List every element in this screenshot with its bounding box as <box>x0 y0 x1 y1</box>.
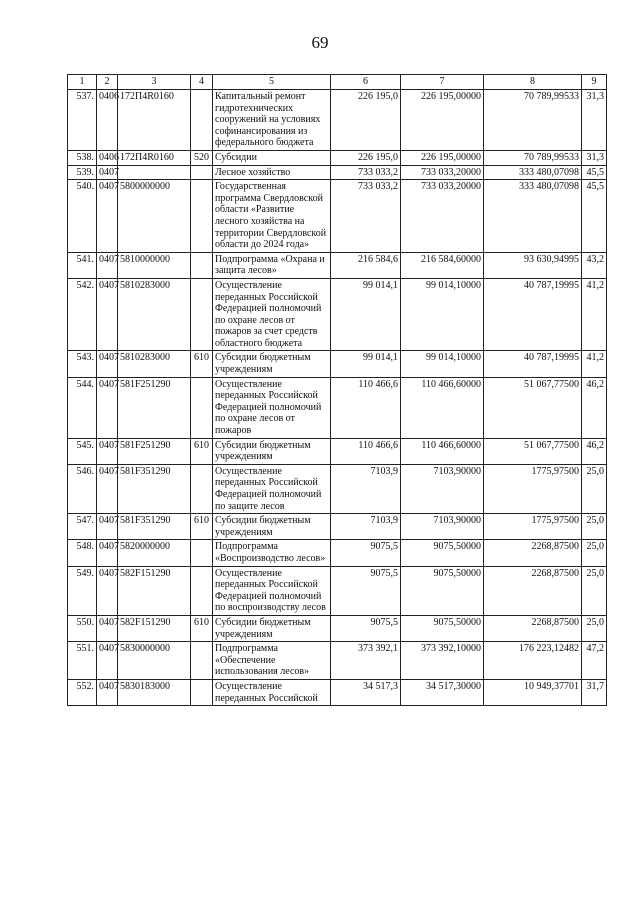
section-code: 0407 <box>97 464 118 513</box>
row-number: 540. <box>68 180 97 253</box>
target-article-code: 5810000000 <box>118 252 191 278</box>
row-number: 541. <box>68 252 97 278</box>
expense-type-code <box>191 180 213 253</box>
planned-amount: 7103,9 <box>331 464 401 513</box>
row-number: 547. <box>68 514 97 540</box>
executed-amount: 333 480,07098 <box>484 165 582 180</box>
table-row <box>68 180 607 253</box>
row-number: 550. <box>68 615 97 641</box>
expense-type-code <box>191 566 213 615</box>
execution-percent: 43,2 <box>582 252 607 278</box>
target-article-code: 5820000000 <box>118 540 191 566</box>
approved-amount: 226 195,00000 <box>401 150 484 165</box>
approved-amount: 733 033,20000 <box>401 165 484 180</box>
target-article-code: 172П4R0160 <box>118 90 191 151</box>
execution-percent: 25,0 <box>582 514 607 540</box>
executed-amount: 176 223,12482 <box>484 642 582 680</box>
target-article-code: 581F251290 <box>118 438 191 464</box>
expense-type-code: 610 <box>191 438 213 464</box>
target-article-code: 581F351290 <box>118 514 191 540</box>
row-number: 545. <box>68 438 97 464</box>
planned-amount: 99 014,1 <box>331 351 401 377</box>
execution-percent: 25,0 <box>582 566 607 615</box>
expense-type-code: 610 <box>191 351 213 377</box>
expense-type-code: 610 <box>191 615 213 641</box>
header-row <box>68 75 607 90</box>
target-article-code: 582F151290 <box>118 615 191 641</box>
item-name: Подпрограмма «Охрана и защита лесов» <box>213 252 331 278</box>
section-code: 0407 <box>97 278 118 351</box>
execution-percent: 41,2 <box>582 351 607 377</box>
executed-amount: 333 480,07098 <box>484 180 582 253</box>
execution-percent: 31,7 <box>582 679 607 705</box>
target-article-code: 5830183000 <box>118 679 191 705</box>
section-code: 0407 <box>97 180 118 253</box>
target-article-code: 172П4R0160 <box>118 150 191 165</box>
expense-type-code <box>191 165 213 180</box>
executed-amount: 70 789,99533 <box>484 90 582 151</box>
target-article-code: 5830000000 <box>118 642 191 680</box>
item-name: Осуществление переданных Российской Федерацией полномочий по охране лесов от пожаров <box>213 377 331 438</box>
executed-amount: 10 949,37701 <box>484 679 582 705</box>
expense-type-code <box>191 252 213 278</box>
expense-type-code <box>191 540 213 566</box>
planned-amount: 110 466,6 <box>331 377 401 438</box>
planned-amount: 34 517,3 <box>331 679 401 705</box>
item-name: Осуществление переданных Российской <box>213 679 331 705</box>
execution-percent: 46,2 <box>582 377 607 438</box>
header-cell: 4 <box>191 75 213 90</box>
table-row <box>68 566 607 615</box>
row-number: 542. <box>68 278 97 351</box>
table-row <box>68 90 607 151</box>
table-row <box>68 679 607 705</box>
approved-amount: 9075,50000 <box>401 566 484 615</box>
header-cell: 5 <box>213 75 331 90</box>
item-name: Капитальный ремонт гидротехнических сооружений на условиях софинансирования из федерального бюджета <box>213 90 331 151</box>
section-code: 0407 <box>97 514 118 540</box>
target-article-code: 5800000000 <box>118 180 191 253</box>
execution-percent: 31,3 <box>582 90 607 151</box>
executed-amount: 40 787,19995 <box>484 278 582 351</box>
header-cell: 2 <box>97 75 118 90</box>
target-article-code <box>118 165 191 180</box>
section-code: 0406 <box>97 150 118 165</box>
approved-amount: 216 584,60000 <box>401 252 484 278</box>
target-article-code: 5810283000 <box>118 351 191 377</box>
section-code: 0407 <box>97 540 118 566</box>
target-article-code: 581F251290 <box>118 377 191 438</box>
approved-amount: 373 392,10000 <box>401 642 484 680</box>
expense-type-code <box>191 377 213 438</box>
planned-amount: 216 584,6 <box>331 252 401 278</box>
execution-percent: 41,2 <box>582 278 607 351</box>
execution-percent: 45,5 <box>582 165 607 180</box>
executed-amount: 1775,97500 <box>484 514 582 540</box>
executed-amount: 2268,87500 <box>484 615 582 641</box>
row-number: 549. <box>68 566 97 615</box>
planned-amount: 733 033,2 <box>331 180 401 253</box>
execution-percent: 25,0 <box>582 464 607 513</box>
execution-percent: 31,3 <box>582 150 607 165</box>
table-row <box>68 165 607 180</box>
executed-amount: 70 789,99533 <box>484 150 582 165</box>
header-cell: 3 <box>118 75 191 90</box>
execution-percent: 25,0 <box>582 540 607 566</box>
execution-percent: 25,0 <box>582 615 607 641</box>
planned-amount: 7103,9 <box>331 514 401 540</box>
item-name: Субсидии бюджетным учреждениям <box>213 351 331 377</box>
section-code: 0407 <box>97 252 118 278</box>
execution-percent: 45,5 <box>582 180 607 253</box>
table-row <box>68 278 607 351</box>
approved-amount: 34 517,30000 <box>401 679 484 705</box>
approved-amount: 9075,50000 <box>401 540 484 566</box>
expense-type-code <box>191 642 213 680</box>
target-article-code: 5810283000 <box>118 278 191 351</box>
table-row <box>68 615 607 641</box>
planned-amount: 226 195,0 <box>331 90 401 151</box>
section-code: 0407 <box>97 679 118 705</box>
item-name: Субсидии бюджетным учреждениям <box>213 514 331 540</box>
header-cell: 1 <box>68 75 97 90</box>
planned-amount: 9075,5 <box>331 566 401 615</box>
item-name: Осуществление переданных Российской Федерацией полномочий по воспроизводству лесов <box>213 566 331 615</box>
table-row <box>68 514 607 540</box>
executed-amount: 2268,87500 <box>484 540 582 566</box>
section-code: 0407 <box>97 615 118 641</box>
execution-percent: 47,2 <box>582 642 607 680</box>
executed-amount: 2268,87500 <box>484 566 582 615</box>
approved-amount: 99 014,10000 <box>401 351 484 377</box>
approved-amount: 7103,90000 <box>401 464 484 513</box>
planned-amount: 9075,5 <box>331 540 401 566</box>
section-code: 0406 <box>97 90 118 151</box>
target-article-code: 581F351290 <box>118 464 191 513</box>
approved-amount: 110 466,60000 <box>401 438 484 464</box>
item-name: Осуществление переданных Российской Федерацией полномочий по охране лесов от пожаров за счет средств областного бюджета <box>213 278 331 351</box>
planned-amount: 226 195,0 <box>331 150 401 165</box>
row-number: 539. <box>68 165 97 180</box>
page-number: 69 <box>311 33 329 52</box>
planned-amount: 733 033,2 <box>331 165 401 180</box>
row-number: 538. <box>68 150 97 165</box>
item-name: Субсидии бюджетным учреждениям <box>213 438 331 464</box>
expense-type-code <box>191 278 213 351</box>
row-number: 543. <box>68 351 97 377</box>
section-code: 0407 <box>97 351 118 377</box>
header-cell: 8 <box>484 75 582 90</box>
row-number: 552. <box>68 679 97 705</box>
header-cell: 7 <box>401 75 484 90</box>
executed-amount: 51 067,77500 <box>484 438 582 464</box>
expense-type-code <box>191 464 213 513</box>
executed-amount: 1775,97500 <box>484 464 582 513</box>
section-code: 0407 <box>97 165 118 180</box>
table-row <box>68 377 607 438</box>
executed-amount: 93 630,94995 <box>484 252 582 278</box>
row-number: 548. <box>68 540 97 566</box>
section-code: 0407 <box>97 377 118 438</box>
expense-type-code <box>191 679 213 705</box>
section-code: 0407 <box>97 566 118 615</box>
section-code: 0407 <box>97 642 118 680</box>
item-name: Субсидии <box>213 150 331 165</box>
table-row <box>68 438 607 464</box>
planned-amount: 373 392,1 <box>331 642 401 680</box>
expense-type-code <box>191 90 213 151</box>
expense-type-code: 520 <box>191 150 213 165</box>
executed-amount: 40 787,19995 <box>484 351 582 377</box>
execution-percent: 46,2 <box>582 438 607 464</box>
planned-amount: 99 014,1 <box>331 278 401 351</box>
approved-amount: 7103,90000 <box>401 514 484 540</box>
item-name: Государственная программа Свердловской области «Развитие лесного хозяйства на территории Свердловской области до 2024 года» <box>213 180 331 253</box>
section-code: 0407 <box>97 438 118 464</box>
table-row <box>68 252 607 278</box>
header-cell: 9 <box>582 75 607 90</box>
approved-amount: 733 033,20000 <box>401 180 484 253</box>
table-row <box>68 540 607 566</box>
executed-amount: 51 067,77500 <box>484 377 582 438</box>
planned-amount: 110 466,6 <box>331 438 401 464</box>
expense-type-code: 610 <box>191 514 213 540</box>
item-name: Подпрограмма «Обеспечение использования лесов» <box>213 642 331 680</box>
budget-table <box>67 74 607 706</box>
approved-amount: 110 466,60000 <box>401 377 484 438</box>
item-name: Лесное хозяйство <box>213 165 331 180</box>
item-name: Подпрограмма «Воспроизводство лесов» <box>213 540 331 566</box>
planned-amount: 9075,5 <box>331 615 401 641</box>
approved-amount: 9075,50000 <box>401 615 484 641</box>
table-row <box>68 464 607 513</box>
row-number: 544. <box>68 377 97 438</box>
table-row <box>68 150 607 165</box>
item-name: Субсидии бюджетным учреждениям <box>213 615 331 641</box>
table-row <box>68 351 607 377</box>
row-number: 551. <box>68 642 97 680</box>
table-row <box>68 642 607 680</box>
row-number: 537. <box>68 90 97 151</box>
approved-amount: 99 014,10000 <box>401 278 484 351</box>
target-article-code: 582F151290 <box>118 566 191 615</box>
row-number: 546. <box>68 464 97 513</box>
approved-amount: 226 195,00000 <box>401 90 484 151</box>
item-name: Осуществление переданных Российской Федерацией полномочий по защите лесов <box>213 464 331 513</box>
header-cell: 6 <box>331 75 401 90</box>
